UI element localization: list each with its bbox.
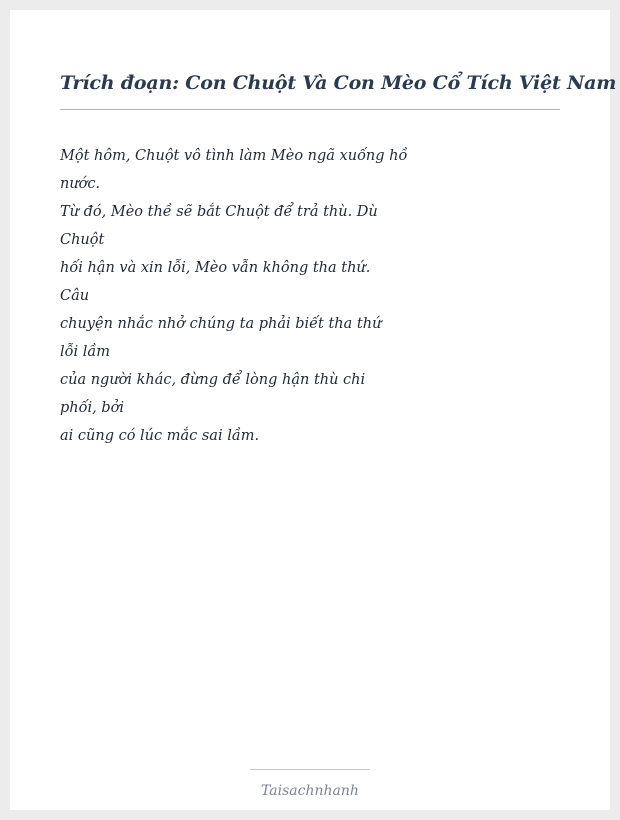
text-line: Một hôm, Chuột vô tình làm Mèo ngã xuống hồ bbox=[60, 148, 408, 164]
title-divider bbox=[60, 109, 560, 110]
text-line: chuyện nhắc nhở chúng ta phải biết tha thứ bbox=[60, 316, 382, 332]
text-line: Câu bbox=[60, 288, 90, 304]
text-line: của người khác, đừng để lòng hận thù chi bbox=[60, 372, 366, 388]
text-line: phối, bởi bbox=[60, 400, 124, 416]
text-line: Chuột bbox=[60, 232, 105, 248]
document-title: Trích đoạn: Con Chuột Và Con Mèo Cổ Tích Việt Nam bbox=[60, 72, 617, 94]
document-page bbox=[10, 10, 617, 810]
text-line: Từ đó, Mèo thề sẽ bắt Chuột để trả thù. Dù bbox=[60, 204, 378, 220]
text-line: lỗi lầm bbox=[60, 344, 111, 360]
footer-brand: Taisachnhanh bbox=[261, 783, 359, 799]
text-line: nước. bbox=[60, 176, 101, 192]
footer-divider bbox=[250, 769, 370, 770]
text-line: ai cũng có lúc mắc sai lầm. bbox=[60, 428, 260, 444]
text-line: hối hận và xin lỗi, Mèo vẫn không tha thứ. bbox=[60, 260, 371, 276]
story-excerpt bbox=[60, 142, 408, 450]
